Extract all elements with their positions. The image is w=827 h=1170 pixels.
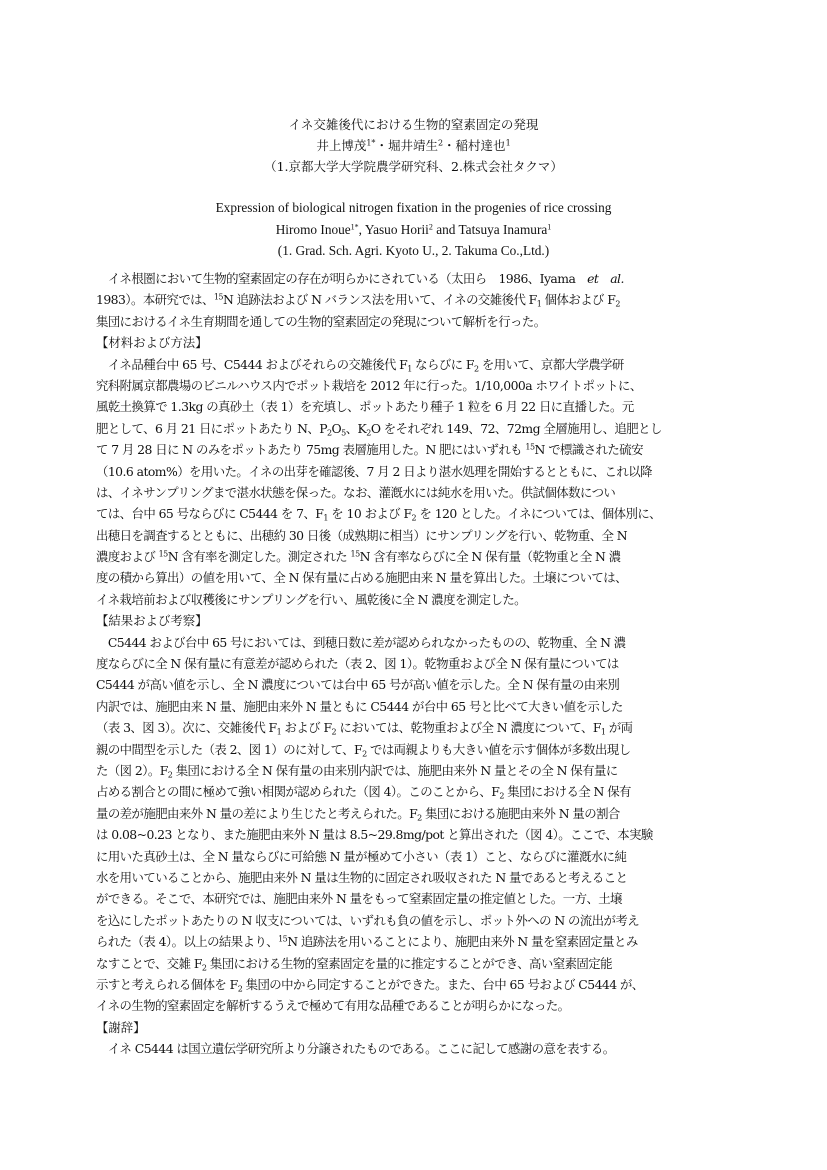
text-line: 内訳では、施肥由来 N 量、施肥由来外 N 量ともに C5444 が台中 65 号と比べて大きい値を示した bbox=[96, 698, 623, 714]
text-line: イネ C5444 は国立遺伝学研究所より分譲されたものである。ここに記して感謝の意を表する。 bbox=[96, 1041, 615, 1057]
japanese-title: イネ交雑後代における生物的窒素固定の発現 bbox=[288, 117, 539, 132]
body-text bbox=[96, 268, 738, 1059]
text-line: られた（表 4）。以上の結果より、$^{15}$N 追跡法を用いることにより、施肥由来外 N 量を窒素固定量とみ bbox=[96, 934, 638, 950]
section-heading: 【結果および考察】 bbox=[96, 613, 208, 629]
methods-section bbox=[96, 332, 738, 610]
text-line: 出穂日を調査するとともに、出穂約 30 日後（成熟期に相当）にサンプリングを行い、乾物重、全 N bbox=[96, 527, 628, 543]
text-line: 示すと考えられる個体を $F_2$ 集団の中から同定することができた。また、台中 65 号および C5444 が、 bbox=[96, 976, 644, 994]
text-line: 肥として、6 月 21 日にポットあたり N、$P_2O_5$、$K_2O$ をそれぞれ 149、72、72mg 全層施用し、追肥とし bbox=[96, 420, 662, 438]
text-line: 量の差が施肥由来外 N 量の差により生じたと考えられた。$F_2$ 集団における施肥由来外 N 量の割合 bbox=[96, 805, 620, 823]
english-authors: Hiromo Inoue$^{1*}$, Yasuo Horii$^2$ and Tatsuya Inamura$^1$ bbox=[275, 221, 552, 237]
text-line: 度ならびに全 N 保有量に有意差が認められた（表 2、図 1）。乾物重および全 N 保有量については bbox=[96, 656, 619, 672]
text-line: （表 3、図 3）。次に、交雑後代 $F_1$ および $F_2$ においては、乾物重および全 N 濃度について、$F_1$ が両 bbox=[96, 720, 633, 737]
text-line: は 0.08~0.23 となり、また施肥由来外 N 量は 8.5~29.8mg/pot と算出された（図 4）。ここで、本実験 bbox=[96, 827, 653, 843]
text-line: イネ栽培前および収穫後にサンプリングを行い、風乾後に全 N 濃度を測定した。 bbox=[96, 591, 527, 607]
text-line: 風乾土換算で 1.3kg の真砂土（表 1）を充填し、ポットあたり種子 1 粒を 6 月 22 日に直播した。元 bbox=[96, 399, 634, 415]
text-line: ては、台中 65 号ならびに C5444 を 7、$F_1$ を 10 および $F_2$ を 120 とした。イネについては、個体別に、 bbox=[96, 506, 662, 523]
text-line: C5444 および台中 65 号においては、到穂日数に差が認められなかったものの、乾物重、全 N 濃 bbox=[96, 634, 626, 650]
text-line: 濃度および $^{15}$N 含有率を測定した。測定された $^{15}$N 含有率ならびに全 N 保有量（乾物重と全 N 濃 bbox=[96, 549, 621, 565]
text-line: 水を用いていることから、施肥由来外 N 量は生物的に固定され吸収された N 量であると考えること bbox=[96, 869, 628, 885]
text-line: ができる。そこで、本研究では、施肥由来外 N 量をもって窒素固定量の推定値とした。一方、土壌 bbox=[96, 891, 622, 907]
english-header bbox=[0, 197, 827, 262]
text-line: 度の積から算出）の値を用いて、全 N 保有量に占める施肥由来 N 量を算出した。土壌については、 bbox=[96, 570, 627, 586]
text-line: を込にしたポットあたりの N 収支については、いずれも負の値を示し、ポット外への N の流出が考え bbox=[96, 912, 640, 928]
english-title: Expression of biological nitrogen fixation in the progenies of rice crossing bbox=[215, 200, 612, 215]
japanese-header bbox=[0, 114, 827, 177]
acknowledgement-section bbox=[96, 1017, 738, 1060]
text-line: に用いた真砂土は、全 N 量ならびに可給態 N 量が極めて小さい（表 1）こと、ならびに灌漑水に純 bbox=[96, 848, 627, 864]
japanese-authors: 井上博茂$^{1*}$・堀井靖生$^2$・稲村達也$^1$ bbox=[316, 138, 511, 153]
text-line: 集団におけるイネ生育期間を通しての生物的窒素固定の発現について解析を行った。 bbox=[96, 313, 546, 329]
japanese-affiliation: （1.京都大学大学院農学研究科、2.株式会社タクマ） bbox=[264, 159, 563, 174]
english-affiliation: (1. Grad. Sch. Agri. Kyoto U., 2. Takuma Co.,Ltd.) bbox=[277, 243, 550, 258]
results-section bbox=[96, 610, 738, 1016]
text-line: 1983）。本研究では、$^{15}$N 追跡法および N バランス法を用いて、イネの交雑後代 $F_1$ 個体および $F_2$ bbox=[96, 292, 620, 309]
section-heading: 【材料および方法】 bbox=[96, 335, 208, 351]
text-line: た（図 2）。$F_2$ 集団における全 N 保有量の由来別内訳では、施肥由来外 N 量とその全 N 保有量に bbox=[96, 762, 618, 780]
intro-paragraph bbox=[96, 268, 738, 332]
text-line: なすことで、交雑 $F_2$ 集団における生物的窒素固定を量的に推定することができ、高い窒素固定能 bbox=[96, 955, 612, 972]
text-line: （10.6 atom%）を用いた。イネの出芽を確認後、7 月 2 日より湛水処理を開始するとともに、これ以降 bbox=[96, 463, 652, 479]
text-line: 究科附属京都農場のビニルハウス内でポット栽培を 2012 年に行った。1/10,000a ホワイトポットに、 bbox=[96, 377, 642, 393]
text-line: イネ根圏において生物的窒素固定の存在が明らかにされている（太田ら 1986、Iyama et al. bbox=[96, 271, 624, 286]
text-line: 占める割合との間に極めて強い相関が認められた（図 4）。このことから、$F_2$ 集団における全 N 保有 bbox=[96, 784, 631, 801]
text-line: イネの生物的窒素固定を解析するうえで極めて有用な品種であることが明らかになった。 bbox=[96, 998, 570, 1014]
section-heading: 【謝辞】 bbox=[96, 1019, 146, 1035]
text-line: C5444 が高い値を示し、全 N 濃度については台中 65 号が高い値を示した。全 N 保有量の由来別 bbox=[96, 677, 620, 693]
text-line: て 7 月 28 日に N のみをポットあたり 75mg 表層施用した。N 肥にはいずれも $^{15}$N で標識された硫安 bbox=[96, 442, 643, 458]
text-line: 親の中間型を示した（表 2、図 1）のに対して、$F_2$ では両親よりも大きい値を示す個体が多数出現し bbox=[96, 741, 631, 758]
text-line: イネ品種台中 65 号、C5444 およびそれらの交雑後代 $F_1$ ならびに $F_2$ を用いて、京都大学農学研 bbox=[96, 356, 624, 373]
text-line: は、イネサンプリングまで湛水状態を保った。なお、灌漑水には純水を用いた。供試個体数につい bbox=[96, 484, 616, 500]
